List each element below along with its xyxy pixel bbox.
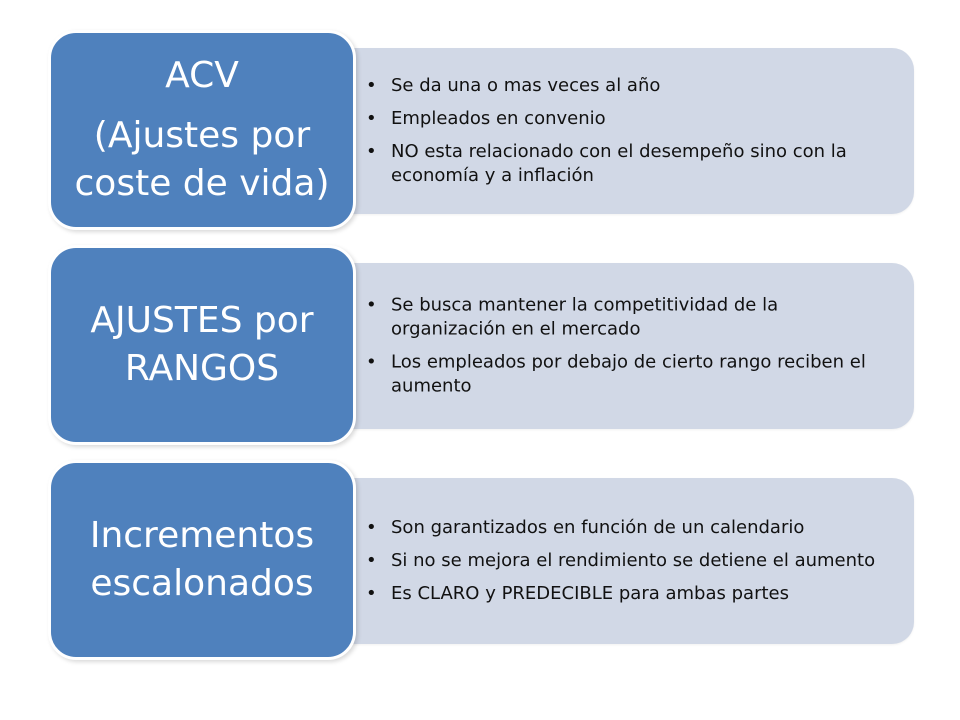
bullet-text: Se da una o mas veces al año — [391, 75, 661, 96]
tile-title-line: RANGOS — [124, 348, 280, 389]
tile-title-line: ACV — [165, 55, 239, 96]
row-acv — [48, 30, 914, 230]
list-item — [366, 74, 894, 98]
bullet-icon: • — [366, 583, 377, 604]
bullet-text: Empleados en convenio — [391, 108, 606, 129]
bullet-icon: • — [366, 108, 377, 129]
list-item — [366, 351, 894, 399]
acv-details-panel — [322, 48, 914, 214]
bullet-text: Si no se mejora el rendimiento se detiene el aumento — [391, 550, 876, 571]
bullet-text: Es CLARO y PREDECIBLE para ambas partes — [391, 583, 789, 604]
bullet-icon: • — [366, 351, 377, 373]
tile-title-line: coste de vida) — [74, 163, 330, 204]
bullet-icon: • — [366, 550, 377, 571]
list-item — [366, 549, 894, 573]
list-item — [366, 107, 894, 131]
list-item — [366, 140, 894, 188]
rangos-bullet-list — [366, 294, 894, 399]
list-item — [366, 516, 894, 540]
list-item — [366, 294, 894, 342]
bullet-icon: • — [366, 75, 377, 96]
bullet-text: Se busca mantener la competitividad de la organización en el mercado — [391, 294, 779, 340]
row-ajustes-rangos — [48, 245, 914, 445]
tile-title-line: escalonados — [90, 563, 314, 604]
bullet-text: Son garantizados en función de un calendario — [391, 517, 805, 538]
bullet-icon: • — [366, 517, 377, 538]
row-incrementos-escalonados — [48, 460, 914, 660]
escalonados-bullet-list — [366, 516, 894, 606]
rangos-details-panel — [322, 263, 914, 429]
tile-title-line: AJUSTES por — [90, 300, 314, 341]
acv-bullet-list — [366, 74, 894, 188]
escalonados-title-tile — [48, 460, 356, 660]
tile-title-line: (Ajustes por — [93, 115, 311, 156]
bullet-icon: • — [366, 141, 377, 162]
bullet-icon: • — [366, 294, 377, 316]
rangos-title-tile — [48, 245, 356, 445]
tile-title-line: Incrementos — [89, 515, 315, 556]
escalonados-details-panel — [322, 478, 914, 644]
bullet-text: Los empleados por debajo de cierto rango reciben el aumento — [391, 351, 866, 397]
list-item — [366, 582, 894, 606]
bullet-text: NO esta relacionado con el desempeño sino con la economía y a inflación — [391, 141, 847, 186]
acv-title-tile — [48, 30, 356, 230]
